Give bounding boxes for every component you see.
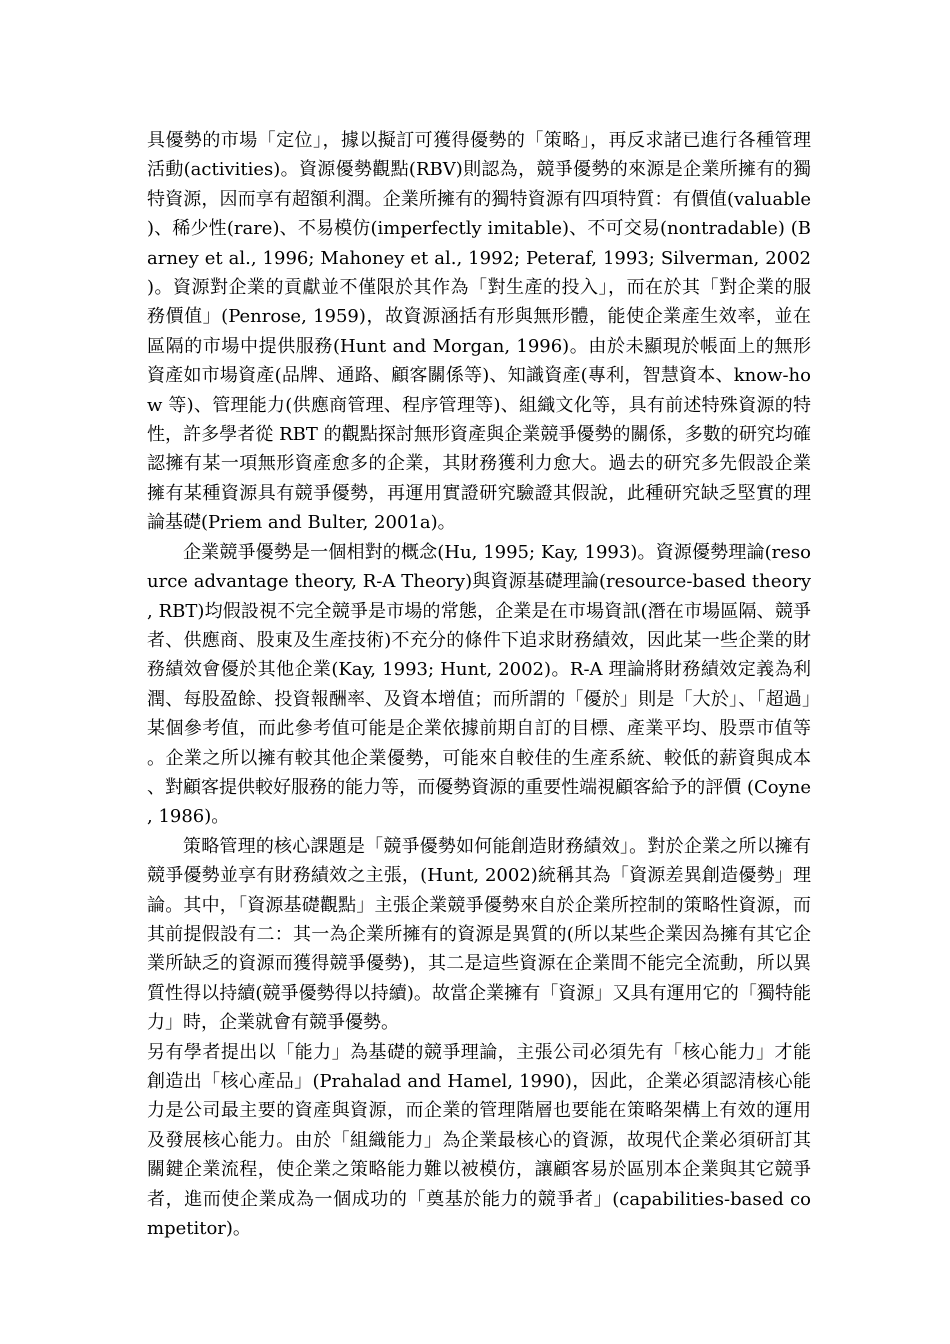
paragraph-core-competence: 另有學者提出以「能力」為基礎的競爭理論，主張公司必須先有「核心能力」才能創造出「核心產品」(Prahalad and Hamel, 1990)，因此，企業必須認清核心能力是公司最主要的資產與資源，而企業的管理階層也要能在策略架構上有效的運用及發展核心能力。由於「組織能力」為企業最核心的資源，故現代企業必須研訂其關鍵企業流程，使企業之策略能力難以被模仿，讓顧客易於區別本企業與其它競爭者，進而使企業成為一個成功的「奠基於能力的競爭者」(capabilities-based competitor)。 <box>147 1041 811 1240</box>
paragraph-strategic-management: 策略管理的核心課題是「競爭優勢如何能創造財務績效」。對於企業之所以擁有競爭優勢並享有財務績效之主張，(Hunt, 2002)統稱其為「資源差異創造優勢」理論。其中，「資源基礎觀點」主張企業競爭優勢來自於企業所控制的策略性資源，而其前提假設有二：其一為企業所擁有的資源是異質的(所以某些企業因為擁有其它企業所缺乏的資源而獲得競爭優勢)，其二是這些資源在企業間不能完全流動，所以異質性得以持續(競爭優勢得以持續)。故當企業擁有「資源」又具有運用它的「獨特能力」時，企業就會有競爭優勢。 <box>147 835 811 1034</box>
paragraph-rbv-overview: 具優勢的市場「定位」，據以擬訂可獲得優勢的「策略」，再反求諸已進行各種管理活動(activities)。資源優勢觀點(RBV)則認為，競爭優勢的來源是企業所擁有的獨特資源，因而享有超額利潤。企業所擁有的獨特資源有四項特質：有價值(valuable)、稀少性(rare)、不易模仿(imperfectly imitable)、不可交易(nontradable) (Barney et al., 1996; Mahoney et al., 1992; Peteraf, 1993; Silverman, 2002)。資源對企業的貢獻並不僅限於其作為「對生產的投入」，而在於其「對企業的服務價值」(Penrose, 1959)，故資源涵括有形與無形體，能使企業產生效率，並在區隔的市場中提供服務(Hunt and Morgan, 1996)。由於未顯現於帳面上的無形資產如市場資產(品牌、通路、顧客關係等)、知識資產(專利，智慧資本、know-how 等)、管理能力(供應商管理、程序管理等)、組織文化等，具有前述特殊資源的特性，許多學者從 RBT 的觀點探討無形資產與企業競爭優勢的關係，多數的研究均確認擁有某一項無形資產愈多的企業，其財務獲利力愈大。過去的研究多先假設企業擁有某種資源具有競爭優勢，再運用實證研究驗證其假說，此種研究缺乏堅實的理論基礎(Priem and Bulter, 2001a)。 <box>147 130 811 534</box>
paragraph-competitive-advantage: 企業競爭優勢是一個相對的概念(Hu, 1995; Kay, 1993)。資源優勢理論(resource advantage theory, R-A Theory)與資源基礎理論(resource-based theory, RBT)均假設視不完全競爭是市場的常態，企業是在市場資訊(潛在市場區隔、競爭者、供應商、股東及生產技術)不充分的條件下追求財務績效，因此某一些企業的財務績效會優於其他企業(Kay, 1993; Hunt, 2002)。R-A 理論將財務績效定義為利潤、每股盈餘、投資報酬率、及資本增值；而所謂的「優於」則是「大於」、「超過」某個參考值，而此參考值可能是企業依據前期自訂的目標、產業平均、股票市值等。企業之所以擁有較其他企業優勢，可能來自較佳的生產系統、較低的薪資與成本、對顧客提供較好服務的能力等，而優勢資源的重要性端視顧客給予的評價 (Coyne, 1986)。 <box>147 541 811 828</box>
document-body <box>147 126 811 1243</box>
